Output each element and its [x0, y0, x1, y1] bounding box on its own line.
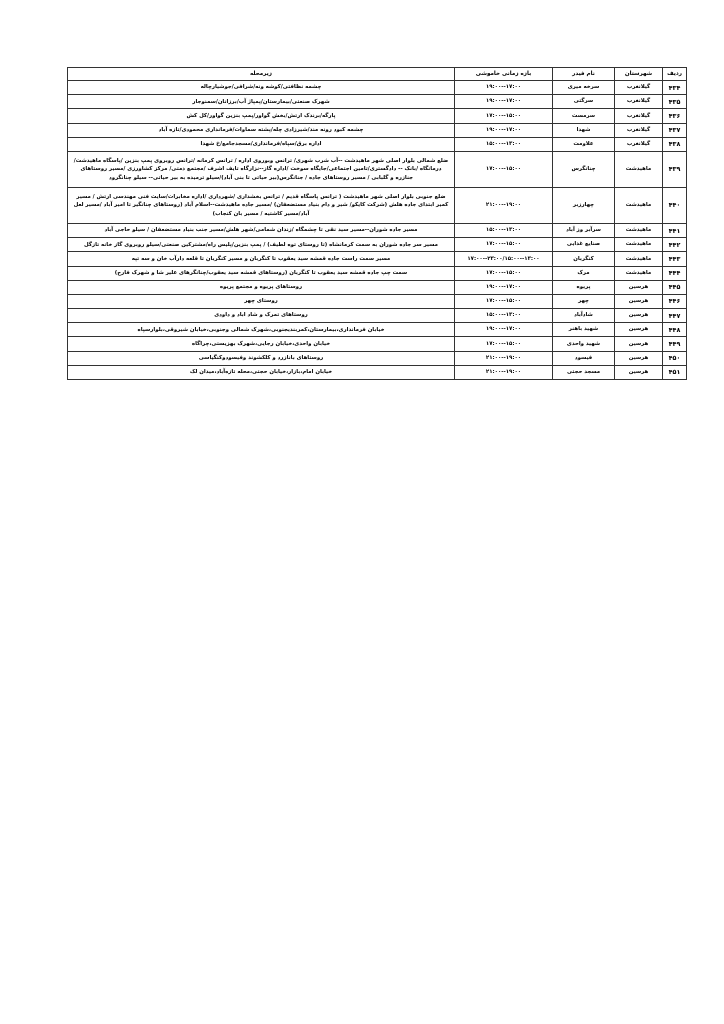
- cell-area: خیابان واحدی،خیابان رجایی،شهرک بهزیستی،چراگاه: [68, 337, 455, 351]
- cell-feeder: شادآباد: [553, 309, 615, 323]
- cell-area: روستای چهر: [68, 294, 455, 308]
- cell-area: مسیر جاده شوران--مسیر سید نقی تا چشمگاه /زندان شمامی/شهر هلش/مسیر جنب بنیاد مستضعفان / سیلو حاجی آباد: [68, 223, 455, 237]
- cell-area: روستاهای بانازرد و کلکشوند وفیسودوکنگیاسی: [68, 351, 455, 365]
- table-row: [68, 151, 687, 187]
- cell-time: ۱۵:۰۰--۱۷:۰۰: [455, 294, 553, 308]
- cell-feeder: فیسود: [553, 351, 615, 365]
- cell-area: چشمه نظافتی/کوشه ونه/شرافی/جوشیارچاله: [68, 81, 455, 95]
- table-row: [68, 238, 687, 252]
- cell-row: ۴۳۵: [663, 95, 687, 109]
- cell-county: هرسین: [615, 294, 663, 308]
- header-area: زیرمحله: [68, 68, 455, 81]
- cell-row: ۴۵۰: [663, 351, 687, 365]
- cell-feeder: چهارزبر: [553, 187, 615, 223]
- cell-area: ضلع جنوبی بلوار اصلی شهر ماهیدشت ( ترانس پاسگاه قدیم / ترانس بخشداری /شهرداری /اداره مخابرات/سایت فنی مهندسی ارتش / مسیر کمیر ابتدای جاده هلش (شرکت کایکو/ شیر و دام بنیاد مستضعفان) /مسیر جاده ماهیدشت--اسلام آباد (روستاهای چنانگیر تا امیر آباد /مسیر لعل آباد/مسیر کاشتیه / مسیر بان کنجاب): [68, 187, 455, 223]
- table-row: [68, 187, 687, 223]
- cell-row: ۴۴۳: [663, 252, 687, 266]
- table-row: [68, 123, 687, 137]
- cell-row: ۴۴۴: [663, 266, 687, 280]
- cell-area: روستاهای پریوه و مجتمع پریوه: [68, 280, 455, 294]
- cell-area: خیابان فرمانداری،بیمارستان،کمربندیجنوبی،شهرک شمالی وجنوبی،خیابان شیروقی،بلوارسپاه: [68, 323, 455, 337]
- cell-feeder: چنانگرس: [553, 151, 615, 187]
- cell-county: هرسین: [615, 323, 663, 337]
- cell-feeder: چهر: [553, 294, 615, 308]
- cell-area: ضلع شمالی بلوار اصلی شهر ماهیدشت --آب شرب شهری/ ترانس وبوروی اداره / ترانس کرمانه /ترانس روبروی پمپ بنزین /پاسگاه ماهیدشت/ درمانگاه /بانک -- دادگستری/تامین اجتماعی/جایگاه سوخت /اداره گاز--نزارگاه تایف اشرف /مجتمع ذمتی/ مرکز کشاورزی /مسیر روستاهای جنازره و گلبابی / مسیر روستاهای جاده / جنانگرس(بیر حیاتی تا بنی آباد)/سیلو ترمیده به بیر حیاتی-- سیلو چنانگرود: [68, 151, 455, 187]
- header-feeder: نام فیدر: [553, 68, 615, 81]
- cell-county: هرسین: [615, 337, 663, 351]
- cell-time: ۱۵:۰۰--۱۷:۰۰: [455, 337, 553, 351]
- cell-county: هرسین: [615, 309, 663, 323]
- cell-area: پارگه/برندک ارتش/بخش گواور/پمپ بنزین گواور/کل کش: [68, 109, 455, 123]
- table-row: [68, 323, 687, 337]
- cell-county: ماهیدشت: [615, 187, 663, 223]
- table-row: [68, 95, 687, 109]
- cell-feeder: سرخه میری: [553, 81, 615, 95]
- cell-time: ۱۷:۰۰--۱۹:۰۰: [455, 95, 553, 109]
- table-row: [68, 137, 687, 151]
- cell-time: ۱۳:۰۰--۱۵:۰۰: [455, 137, 553, 151]
- cell-row: ۴۴۸: [663, 323, 687, 337]
- cell-row: ۴۴۰: [663, 187, 687, 223]
- cell-feeder: شهدا: [553, 123, 615, 137]
- cell-county: گیلانغرب: [615, 81, 663, 95]
- cell-area: شهرک صنعتی/بیمارستان/پمپاژ آب/برزانان/سمنوجار: [68, 95, 455, 109]
- cell-area: سمت چپ جاده قمشه سید یعقوب تا کنگربان (روستاهای قمشه سید یعقوب/چنانگرهای علیر شا و شهرک فارج): [68, 266, 455, 280]
- cell-county: هرسین: [615, 280, 663, 294]
- table-row: [68, 309, 687, 323]
- table-row: [68, 252, 687, 266]
- cell-time: ۱۷:۰۰--۱۹:۰۰: [455, 81, 553, 95]
- cell-county: ماهیدشت: [615, 238, 663, 252]
- cell-county: گیلانغرب: [615, 123, 663, 137]
- cell-area: خیابان امام،بازار،خیابان حجتی،محله تازه‌آباد،میدان لک: [68, 365, 455, 379]
- cell-row: ۴۴۷: [663, 309, 687, 323]
- cell-row: ۴۳۷: [663, 123, 687, 137]
- cell-area: مسیر سمت راست جاده قمشه سید یعقوب تا کنگربان و مسیر کنگربان تا قلعه دارآب خان و سه تپه: [68, 252, 455, 266]
- cell-time: ۱۹:۰۰--۲۱:۰۰: [455, 365, 553, 379]
- table-row: [68, 365, 687, 379]
- cell-time: ۱۹:۰۰--۲۱:۰۰: [455, 187, 553, 223]
- cell-feeder: صنایع غذایی: [553, 238, 615, 252]
- table-row: [68, 223, 687, 237]
- cell-time: ۱۵:۰۰--۱۷:۰۰: [455, 109, 553, 123]
- cell-feeder: شهید واحدی: [553, 337, 615, 351]
- cell-time: ۱۷:۰۰--۱۹:۰۰: [455, 323, 553, 337]
- header-county: شهرستان: [615, 68, 663, 81]
- cell-time: ۱۵:۰۰--۱۷:۰۰: [455, 238, 553, 252]
- cell-row: ۴۴۱: [663, 223, 687, 237]
- cell-row: ۴۴۲: [663, 238, 687, 252]
- cell-area: مسیر سر جاده شوران به سمت کرمانشاه (تا روستای توه لطیف) / پمپ بنزین/پلیس راه/مشترکین صنعتی/سیلو روبروی گاز خانه تازگل: [68, 238, 455, 252]
- header-time: بازه زمانی خاموشی: [455, 68, 553, 81]
- table-row: [68, 266, 687, 280]
- cell-feeder: شهید باهنر: [553, 323, 615, 337]
- cell-county: گیلانغرب: [615, 109, 663, 123]
- cell-time: ۱۹:۰۰--۲۱:۰۰: [455, 351, 553, 365]
- table-row: [68, 109, 687, 123]
- table-header-row: [68, 68, 687, 81]
- outage-schedule-table: [67, 67, 687, 380]
- cell-row: ۴۴۵: [663, 280, 687, 294]
- cell-county: گیلانغرب: [615, 137, 663, 151]
- cell-time: ۱۳:۰۰--۱۵:۰۰: [455, 309, 553, 323]
- cell-row: ۴۳۶: [663, 109, 687, 123]
- cell-row: ۴۳۹: [663, 151, 687, 187]
- table-row: [68, 351, 687, 365]
- cell-area: اداره برق/سپاه/فرمانداری/مسجدجامع/خ شهدا: [68, 137, 455, 151]
- table-row: [68, 81, 687, 95]
- table-row: [68, 280, 687, 294]
- cell-row: ۴۳۴: [663, 81, 687, 95]
- cell-feeder: مسجد حجتی: [553, 365, 615, 379]
- cell-feeder: سرآبر وز آباد: [553, 223, 615, 237]
- cell-time: ۱۳:۰۰--۲۳:۰۰/۱۵:۰۰--۱۷:۰۰: [455, 252, 553, 266]
- cell-county: ماهیدشت: [615, 252, 663, 266]
- cell-county: هرسین: [615, 351, 663, 365]
- cell-feeder: پریوه: [553, 280, 615, 294]
- cell-time: ۱۷:۰۰--۱۹:۰۰: [455, 123, 553, 137]
- cell-feeder: مرک: [553, 266, 615, 280]
- cell-row: ۴۵۱: [663, 365, 687, 379]
- cell-feeder: سرگتی: [553, 95, 615, 109]
- cell-time: ۱۳:۰۰--۱۵:۰۰: [455, 223, 553, 237]
- table-row: [68, 294, 687, 308]
- cell-area: روستاهای تمرک و شاد اباد و داودی: [68, 309, 455, 323]
- cell-county: هرسین: [615, 365, 663, 379]
- cell-county: ماهیدشت: [615, 223, 663, 237]
- cell-area: چشمه کبود رونه مند/شیرزادی چله/پشته سماوات/فرمانداری محمودی/تازه آباد: [68, 123, 455, 137]
- cell-time: ۱۵:۰۰--۱۷:۰۰: [455, 266, 553, 280]
- cell-county: ماهیدشت: [615, 266, 663, 280]
- cell-feeder: علاومت: [553, 137, 615, 151]
- cell-row: ۴۳۸: [663, 137, 687, 151]
- cell-feeder: کنگربان: [553, 252, 615, 266]
- cell-time: ۱۵:۰۰--۱۷:۰۰: [455, 151, 553, 187]
- cell-county: ماهیدشت: [615, 151, 663, 187]
- cell-row: ۴۴۹: [663, 337, 687, 351]
- cell-row: ۴۴۶: [663, 294, 687, 308]
- table-row: [68, 337, 687, 351]
- cell-feeder: سرمست: [553, 109, 615, 123]
- cell-county: گیلانغرب: [615, 95, 663, 109]
- cell-time: ۱۷:۰۰--۱۹:۰۰: [455, 280, 553, 294]
- header-row-number: ردیف: [663, 68, 687, 81]
